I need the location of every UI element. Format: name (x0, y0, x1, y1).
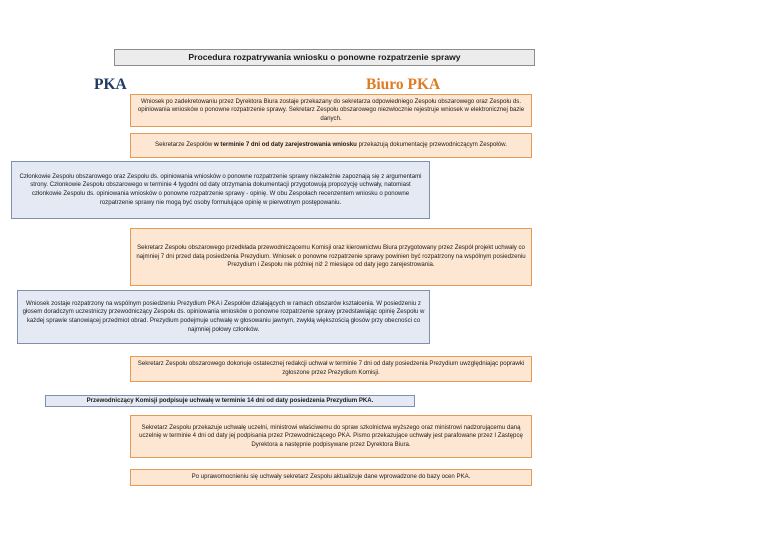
step-team-review (11, 161, 430, 219)
step-final-edit-text: Sekretarz Zespołu obszarowego dokonuje ostatecznej redakcji uchwał w terminie 7 dni od daty posiedzenia Prezydium uwzględniając poprawki zgłoszone przez Prezydium Komisji. (137, 360, 525, 376)
step-resolution-delivery-text: Sekretarz Zespołu przekazuje uchwałę uczelni, ministrowi właściwemu do spraw szkolnictwa wyższego oraz ministrowi nadzorującemu daną uczelnię w terminie 4 dni od daty jej podpisania przez Przewodniczącego PKA. Pismo przekazujące uchwały jest parafowane przez I Zastępcę Dyrektora a następnie podpisywane przez Dyrektora Biura. (139, 423, 523, 448)
step-secretary-transfer-text: Sekretarze Zespołów w terminie 7 dni od daty zarejestrowania wniosku przekazują dokumentację przewodniczącym Zespołów. (155, 141, 507, 149)
step-team-review-text: Członkowie Zespołu obszarowego oraz Zespołu ds. opiniowania wniosków o ponowne rozpatrzenie sprawy niezależnie zapoznają się z argumentami strony. Członkowie Zespołu obszarowego w terminie 4 tygodni od daty otrzymania dokumentacji przygotowują propozycję uchwały, natomiast członkowie Zespołu ds. opiniowania wniosków o ponowne rozpatrzenie sprawy - opinię. W obu Zespołach recenzentem wniosku o ponowne rozpatrzenie sprawy nie mogą być osoby formułujące opinię w pierwotnym postępowaniu. (19, 172, 422, 206)
step-chair-signature (45, 395, 415, 407)
column-header-pka: PKA (94, 76, 127, 93)
step-joint-meeting-text: Wniosek zostaje rozpatrzony na wspólnym posiedzeniu Prezydium PKA i Zespołów działających w ramach obszarów kształcenia. W posiedzeniu z głosem doradczym uczestniczy przewodniczący Zespołu ds. opiniowania wniosków o ponowne rozpatrzenie sprawy przedstawiając opinię Zespołu w każdej sprawie stanowiącej przedmiot obrad. Prezydium podejmuje uchwałę w głosowaniu jawnym, zwykłą większością głosów przy obecności co najmniej połowy członków. (22, 299, 425, 333)
step-database-update (130, 469, 532, 486)
step-secretary-transfer (130, 133, 532, 158)
step-database-update-text: Po uprawomocnieniu się uchwały sekretarz Zespołu aktualizuje dane wprowadzone do bazy ocen PKA. (191, 473, 471, 481)
step-draft-submission-text: Sekretarz Zespołu obszarowego przedkłada przewodniczącemu Komisji oraz kierownictwu Biura przygotowany przez Zespół projekt uchwały co najmniej 7 dni przed datą posiedzenia Prezydium. Wniosek o ponowne rozpatrzenie sprawy powinien być rozpatrzony na wspólnym posiedzeniu Prezydium i Zespołu nie później niż 2 miesiące od daty jego zarejestrowania. (136, 244, 526, 269)
step-draft-submission (130, 228, 532, 286)
step-registration (130, 94, 532, 127)
step-final-edit (130, 356, 532, 382)
step-joint-meeting (17, 290, 430, 344)
step-registration-text: Wniosek po zadekretowaniu przez Dyrektora Biura zostaje przekazany do sekretarza odpowiedniego Zespołu obszarowego oraz Zespołu ds. opiniowania wniosków o ponowne rozpatrzenie sprawy. Sekretarz Zespołu obszarowego niezwłocznie rejestruje wniosek w elektronicznej bazie danych. (137, 97, 525, 122)
column-header-biuro: Biuro PKA (366, 76, 441, 93)
diagram-title: Procedura rozpatrywania wniosku o ponowne rozpatrzenie sprawy (114, 49, 535, 66)
step-resolution-delivery (130, 415, 532, 458)
step-chair-signature-text: Przewodniczący Komisji podpisuje uchwałę w terminie 14 dni od daty posiedzenia Prezydium PKA. (86, 396, 374, 404)
